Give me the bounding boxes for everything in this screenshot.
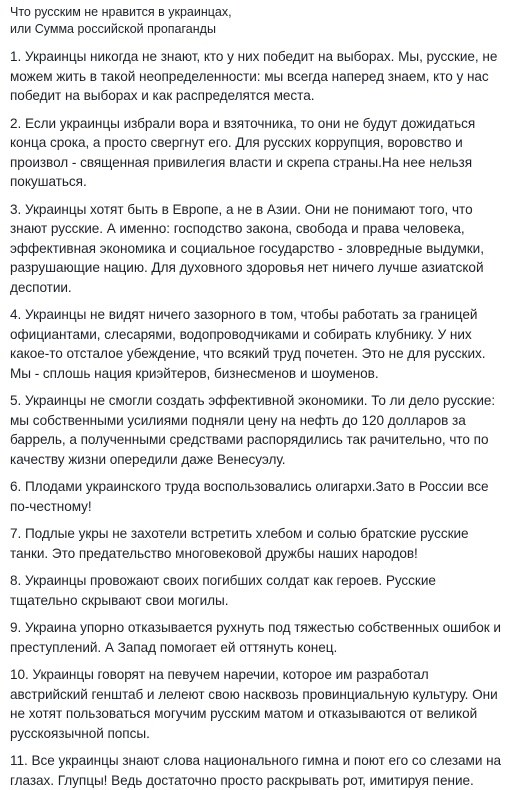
- post-item-6: 6. Плодами украинского труда воспользовались олигархи.Зато в России все по-честному!: [10, 479, 489, 514]
- post-item-1: 1. Украинцы никогда не знают, кто у них победит на выборах. Мы, русские, не можем жить в такой неопределенности: мы всегда наперед знаем, кто у нас победит на выборах и как распределятся места.: [10, 49, 498, 103]
- post-item-8: 8. Украинцы провожают своих погибших солдат как героев. Русские тщательно скрывают свои могилы.: [10, 573, 436, 608]
- post-body: [10, 4, 502, 790]
- post-title: [10, 4, 502, 38]
- post-item-11: 11. Все украинцы знают слова национального гимна и поют его со слезами на глазах. Глупцы! Ведь достаточно просто раскрывать рот, имитируя пение.: [10, 753, 502, 788]
- post-item-7: 7. Подлые укры не захотели встретить хлебом и солью братские русские танки. Это предательство многовековой дружбы наших народов!: [10, 526, 469, 561]
- post-item-4: 4. Украинцы не видят ничего зазорного в том, чтобы работать за границей официантами, слесарями, водопроводчиками и собирать клубнику. У них какое-то отсталое убеждение, что всякий труд почетен. Это не для русских. Мы - сплошь нация криэйтеров, бизнесменов и шоуменов.: [10, 307, 486, 381]
- post-title-line-2: или Сумма российской пропаганды: [10, 22, 216, 36]
- post-item-9: 9. Украина упорно отказывается рухнуть под тяжестью собственных ошибок и преступлений. А Запад помогает ей оттянуть конец.: [10, 620, 501, 655]
- post-item-3: 3. Украинцы хотят быть в Европе, а не в Азии. Они не понимают того, что знают русские. А именно: господство закона, свобода и права человека, эффективная экономика и социальное государство - зловредные выдумки, разрушающие нацию. Для духовного здоровья нет ничего лучше азиатской деспотии.: [10, 201, 484, 295]
- post-item-2: 2. Если украинцы избрали вора и взяточника, то они не будут дожидаться конца срока, а просто свергнут его. Для русских коррупция, воровство и произвол - священная привилегия власти и скрепа страны.На нее нельзя покушаться.: [10, 115, 476, 189]
- post-item-10: 10. Украинцы говорят на певучем наречии, которое им разработал австрийский генштаб и лелеют свою насквозь провинциальную культуру. Они не хотят пользоваться могучим русским матом и отказываются от великой русскоязычной попсы.: [10, 667, 498, 741]
- post-title-line-1: Что русским не нравится в украинцах,: [10, 5, 232, 19]
- post-item-5: 5. Украинцы не смогли создать эффективной экономики. То ли дело русские: мы собственными усилиями подняли цену на нефть до 120 долларов за баррель, а полученными средствами распорядились так рачительно, что по качеству жизни опередили даже Венесуэлу.: [10, 393, 496, 467]
